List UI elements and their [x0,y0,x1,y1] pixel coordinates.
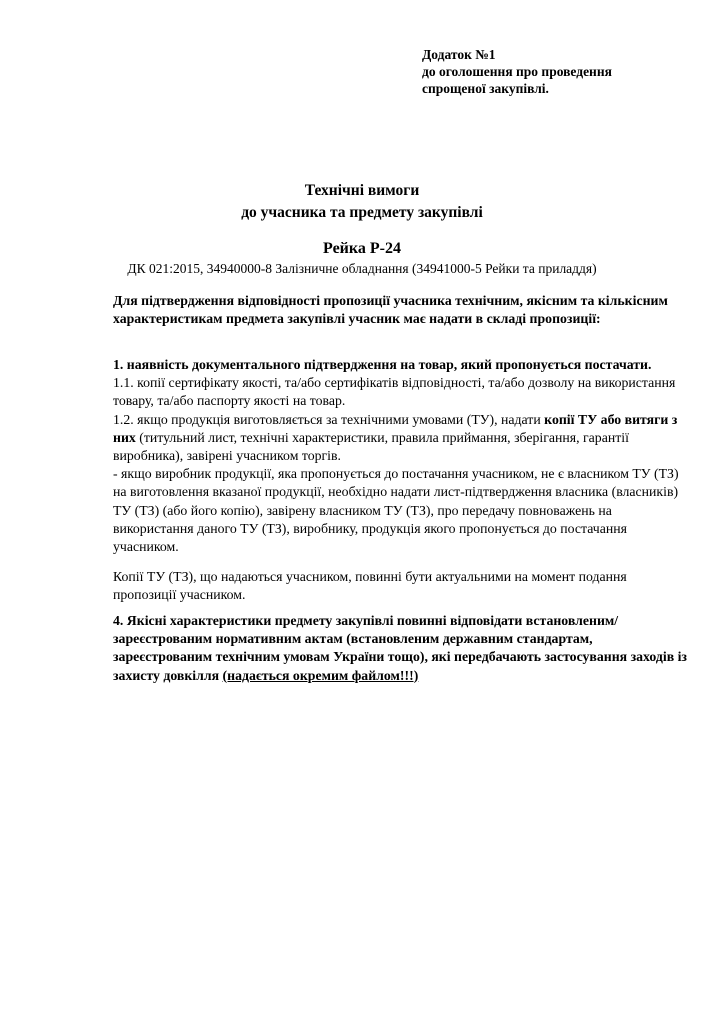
item-1-1: 1.1. копії сертифікату якості, та/або сертифікатів відповідності, та/або дозволу на використання товару, та/або паспорту якості на товар. [113,375,676,409]
item-1-2 [113,411,693,466]
annex-line-3: спрощеної закупівлі. [422,81,549,96]
annex-number: Додаток №1 [422,47,496,62]
intro-text: Для підтвердження відповідності пропозиції учасника технічним, якісним та кількісним характеристикам предмета закупівлі учасник має надати в складі пропозиції: [113,293,668,327]
copies-note [113,568,693,604]
item-1-2-bold: копії ТУ або витяги з них [113,411,678,445]
copies-note-text: Копії ТУ (ТЗ), що надаються учасником, повинні бути актуальними на момент подання пропозиції учасником. [113,569,627,603]
section-1 [113,356,693,556]
section-4-underlined: (надається окремим файлом!!!) [222,667,419,683]
dk-code: ДК 021:2015, 34940000-8 Залізничне обладнання (34941000-5 Рейки та приладдя) [127,261,597,276]
item-1-2-start: 1.2. якщо продукція виготовляється за технічними умовами (ТУ), надати [113,411,545,427]
section-4 [113,612,693,685]
intro-paragraph [113,292,693,328]
product-name: Рейка Р-24 [323,240,401,257]
section-4-main: 4. Якісні характеристики предмету закупівлі повинні відповідати встановленим/зареєстрованим нормативним актам (встановленим державним стандартам, зареєстрованим технічним умовам України тощо), які передбачають застосування заходів із захисту довкілля [113,613,687,683]
section-4-text [113,612,693,685]
annex-line-2: до оголошення про проведення [422,64,612,79]
title-line-1: Технічні вимоги [304,182,420,199]
dash-item: - якщо виробник продукції, яка пропонується до постачання учасником, не є власником ТУ (ТЗ) на виготовлення вказаної продукції, необхідно надати лист-підтвердження власника (власників) ТУ (ТЗ) (або його копію), завірену власником ТУ (ТЗ), про передачу повноважень на використання даного ТУ (ТЗ), виробнику, продукція якого пропонується до постачання учасником. [113,466,679,555]
item-1-2-end: (титульний лист, технічні характеристики, правила приймання, зберігання, гарантії виробника), завірені учасником торгів. [113,429,629,464]
document-title [0,180,724,224]
annex-header [422,46,612,97]
title-line-2: до учасника та предмету закупівлі [241,204,483,221]
section-1-heading: 1. наявність документального підтвердження на товар, який пропонується постачати. [113,357,652,372]
